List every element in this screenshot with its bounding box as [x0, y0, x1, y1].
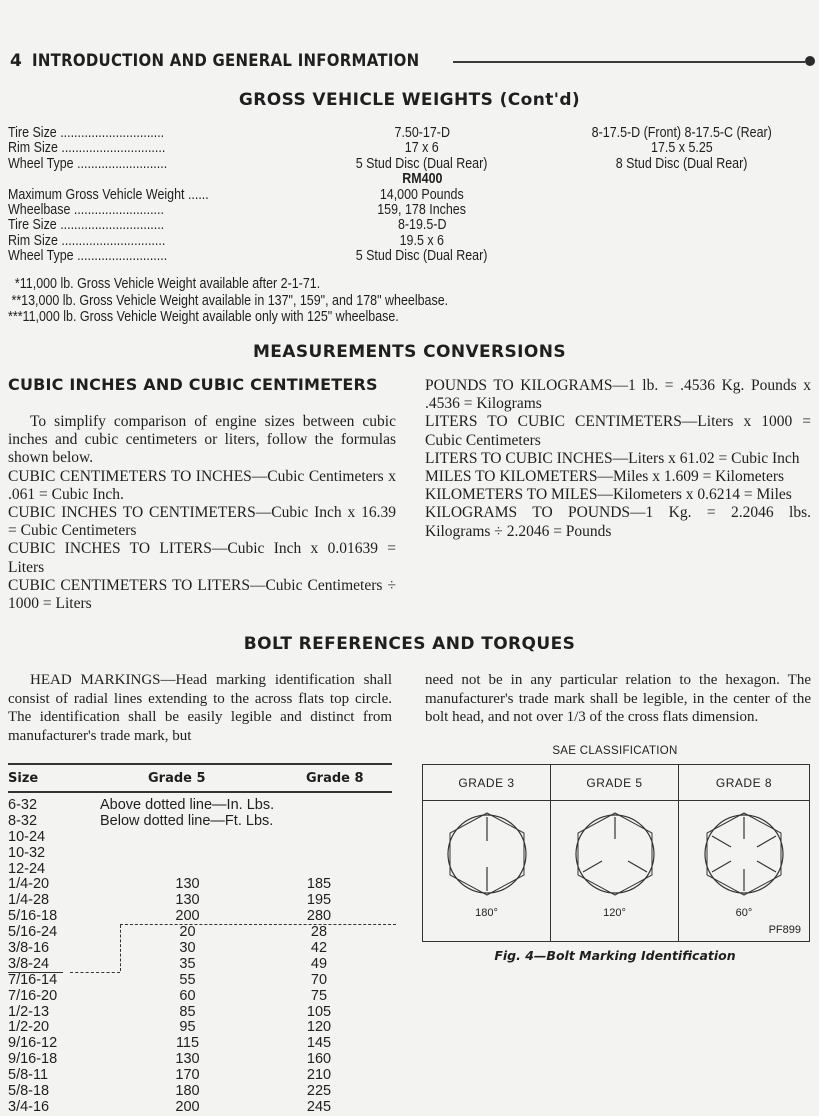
torque-table	[8, 763, 392, 1116]
grade5-torque: 200	[175, 908, 200, 925]
bolt-head-60-icon	[704, 811, 784, 897]
bolt-size: 1/4-28	[8, 892, 50, 909]
grade5-torque: 35	[179, 955, 196, 972]
table-row	[8, 1036, 392, 1052]
conversion-formula: POUNDS TO KILOGRAMS—1 lb. = .4536 Kg. Pounds x .4536 = Kilograms	[425, 377, 811, 413]
angle-label: 180°	[475, 907, 498, 919]
bolt-head-180-icon	[447, 811, 527, 897]
conversions-subtitle: CUBIC INCHES AND CUBIC CENTIMETERS	[8, 375, 378, 394]
angle-label: 60°	[735, 907, 753, 919]
gvw-spec-table	[0, 126, 819, 286]
header-rule	[453, 61, 805, 63]
spec-value: 17 x 6	[405, 140, 439, 157]
grade5-torque: 130	[175, 892, 200, 909]
table-row	[8, 909, 392, 925]
gvw-footnotes	[8, 276, 520, 326]
grade5-torque: 200	[175, 1098, 200, 1115]
grade8-torque: 28	[310, 924, 328, 941]
spec-label: Wheel Type ..........................	[8, 248, 168, 265]
grade5-torque: 130	[175, 1051, 200, 1068]
spec-label: Rim Size ..............................	[8, 140, 166, 157]
table-note: Below dotted line—Ft. Lbs.	[100, 812, 274, 829]
conversion-formula: MILES TO KILOMETERS—Miles x 1.609 = Kilometers	[425, 468, 785, 486]
spec-value: 17.5 x 5.25	[651, 140, 713, 157]
spec-label: Maximum Gross Vehicle Weight ......	[8, 186, 209, 203]
spec-value: 8-19.5-D	[397, 217, 447, 234]
figure-caption: Fig. 4—Bolt Marking Identification	[494, 948, 736, 963]
grade8-torque: 185	[306, 876, 332, 893]
table-row	[8, 957, 392, 973]
grade-3-cell	[423, 765, 551, 941]
bolt-size: 10-32	[8, 844, 46, 861]
col-header-grade5: Grade 5	[148, 770, 206, 786]
bolt-size: 3/8-24	[8, 955, 50, 972]
grade5-torque: 20	[179, 924, 196, 941]
dotted-divider-line	[120, 924, 396, 925]
grade5-torque	[100, 830, 275, 846]
grade8-torque	[275, 862, 363, 878]
spec-value: 8 Stud Disc (Dual Rear)	[616, 155, 748, 172]
spec-value: 5 Stud Disc (Dual Rear)	[356, 155, 488, 172]
table-row	[8, 846, 392, 862]
bolts-para-left	[8, 671, 392, 745]
chapter-title: INTRODUCTION AND GENERAL INFORMATION	[32, 51, 420, 71]
grade8-torque: 70	[310, 971, 328, 988]
gvw-title: GROSS VEHICLE WEIGHTS (Cont'd)	[238, 90, 581, 110]
table-note: Above dotted line—In. Lbs.	[100, 797, 275, 813]
conversion-formula: KILOMETERS TO MILES—Kilometers x 0.6214 = Miles	[425, 486, 792, 504]
bolt-size: 10-24	[8, 828, 46, 845]
grade8-torque	[275, 798, 363, 814]
bolt-size: 9/16-18	[8, 1051, 58, 1068]
head-markings-text: HEAD MARKINGS—Head marking identification shall consist of radial lines extending to the across flats top circle. The identification shall be easily legible and distinct from manufacturer's trade mark, but	[8, 672, 392, 744]
grade5-torque: 30	[179, 940, 196, 957]
dotted-divider-line	[70, 972, 120, 973]
table-row	[8, 1068, 392, 1084]
figure-label: SAE CLASSIFICATION	[552, 745, 678, 757]
grade8-torque: 145	[306, 1035, 332, 1052]
grade8-torque: 280	[306, 908, 332, 925]
grade5-torque	[100, 846, 275, 862]
spec-row	[0, 249, 819, 265]
table-row	[8, 893, 392, 909]
table-row	[8, 1005, 392, 1021]
bolt-size: 1/2-20	[8, 1019, 50, 1036]
conversions-intro: To simplify comparison of engine sizes between cubic inches and cubic centimeters or liters, follow the formulas shown below.	[8, 413, 396, 467]
footnote: **13,000 lb. Gross Vehicle Weight available in 137", 159", and 178" wheelbase.	[8, 292, 449, 309]
grade-label: GRADE 3	[423, 765, 550, 801]
footnote: ***11,000 lb. Gross Vehicle Weight available only with 125" wheelbase.	[8, 309, 399, 325]
grade5-torque: 115	[175, 1035, 200, 1052]
grade5-torque: 130	[175, 876, 200, 893]
bolt-size: 8-32	[8, 812, 38, 829]
bolt-size: 5/16-18	[8, 908, 58, 925]
spec-label: Rim Size ..............................	[8, 232, 166, 249]
bolt-size: 1/4-20	[8, 876, 50, 893]
spec-value: 5 Stud Disc (Dual Rear)	[356, 248, 488, 265]
table-row	[8, 862, 392, 878]
table-row	[8, 941, 392, 957]
conversion-formula: LITERS TO CUBIC INCHES—Liters x 61.02 = Cubic Inch	[425, 449, 800, 467]
grade8-torque	[275, 846, 363, 862]
bolt-size: 3/8-16	[8, 940, 50, 957]
size-underline	[8, 972, 63, 973]
spec-value: 8-17.5-D (Front) 8-17.5-C (Rear)	[591, 125, 773, 141]
grade5-torque	[100, 862, 275, 878]
bolt-size: 5/8-18	[8, 1083, 50, 1100]
grade5-torque: 60	[179, 987, 196, 1004]
grade-label: GRADE 5	[551, 765, 678, 801]
spec-label: Tire Size ..............................	[8, 217, 165, 234]
col-header-grade8: Grade 8	[306, 770, 364, 786]
table-header	[8, 765, 392, 793]
model-name: RM400	[401, 171, 443, 188]
conversions-left-column	[8, 413, 396, 613]
conversion-formula: KILOGRAMS TO POUNDS—1 Kg. = 2.2046 lbs. Kilograms ÷ 2.2046 = Pounds	[425, 504, 811, 540]
bolt-size: 7/16-14	[8, 971, 58, 988]
grade5-torque: 55	[179, 971, 196, 988]
col-header-size: Size	[8, 770, 39, 786]
grade8-torque: 225	[306, 1083, 332, 1100]
conversions-title: MEASUREMENTS CONVERSIONS	[252, 342, 567, 362]
table-row	[8, 877, 392, 893]
dotted-divider-line	[120, 925, 121, 971]
figure-code: PF899	[768, 924, 801, 936]
bolts-para-right	[425, 671, 811, 727]
page-header	[10, 50, 819, 72]
spec-value: 14,000 Pounds	[380, 186, 464, 203]
conversion-formula: CUBIC INCHES TO LITERS—Cubic Inch x 0.01639 = Liters	[8, 540, 396, 576]
grade8-torque	[275, 830, 363, 846]
table-row	[8, 1100, 392, 1116]
angle-label: 120°	[603, 907, 626, 919]
grade8-torque: 42	[310, 940, 328, 957]
grade8-torque: 210	[306, 1067, 332, 1084]
sae-classification-figure	[422, 764, 810, 942]
conversions-right-column	[425, 377, 811, 541]
grade5-torque: 180	[175, 1083, 200, 1100]
spec-label: Tire Size ..............................	[8, 125, 165, 141]
conversion-formula: LITERS TO CUBIC CENTIMETERS—Liters x 1000 = Cubic Centimeters	[425, 413, 811, 449]
head-markings-text-cont: need not be in any particular relation to the hexagon. The manufacturer's trade mark shall be legible, in the center of the bolt head, and not over 1/3 of the cross flats dimension.	[425, 672, 811, 726]
spec-label: Wheel Type ..........................	[8, 155, 168, 172]
spec-value: 7.50-17-D	[394, 125, 450, 141]
bolt-size: 12-24	[8, 860, 46, 877]
conversion-formula: CUBIC INCHES TO CENTIMETERS—Cubic Inch x 16.39 = Cubic Centimeters	[8, 504, 396, 540]
grade8-torque: 105	[306, 1003, 332, 1020]
table-row	[8, 1084, 392, 1100]
table-body	[8, 798, 392, 1116]
spec-label: Wheelbase ..........................	[8, 202, 164, 218]
grade8-torque	[275, 814, 363, 830]
table-row	[8, 830, 392, 846]
grade-label: GRADE 8	[679, 765, 809, 801]
grade8-torque: 160	[306, 1051, 332, 1068]
grade5-torque: 85	[179, 1003, 196, 1020]
table-row	[8, 973, 392, 989]
table-row	[8, 925, 392, 941]
spec-value: 19.5 x 6	[399, 232, 445, 249]
grade8-torque: 49	[310, 955, 328, 972]
grade8-torque: 195	[306, 892, 332, 909]
grade5-torque: 95	[179, 1019, 196, 1036]
bolts-title: BOLT REFERENCES AND TORQUES	[243, 634, 576, 654]
spec-value: 159, 178 Inches	[377, 202, 467, 218]
grade5-torque: 170	[175, 1067, 200, 1084]
bolt-size: 9/16-12	[8, 1035, 58, 1052]
table-row	[8, 1052, 392, 1068]
bolt-size: 5/8-11	[8, 1067, 49, 1084]
bolt-size: 6-32	[8, 797, 38, 813]
bolt-size: 5/16-24	[8, 924, 58, 941]
conversion-formula: CUBIC CENTIMETERS TO LITERS—Cubic Centimeters ÷ 1000 = Liters	[8, 576, 396, 613]
conversion-formula: CUBIC CENTIMETERS TO INCHES—Cubic Centimeters x .061 = Cubic Inch.	[8, 467, 396, 503]
page-number: 4	[10, 51, 23, 71]
grade8-torque: 75	[310, 987, 328, 1004]
grade-5-cell	[551, 765, 679, 941]
grade8-torque: 245	[306, 1098, 332, 1115]
footnote: *11,000 lb. Gross Vehicle Weight available after 2-1-71.	[8, 276, 321, 292]
bolt-size: 3/4-16	[8, 1098, 50, 1115]
bolt-size: 1/2-13	[8, 1003, 50, 1020]
bolt-head-120-icon	[575, 811, 655, 897]
bolt-size: 7/16-20	[8, 987, 58, 1004]
grade-8-cell	[679, 765, 810, 941]
grade8-torque: 120	[306, 1019, 332, 1036]
table-row	[8, 1020, 392, 1036]
table-row	[8, 989, 392, 1005]
header-dot-icon	[805, 56, 815, 66]
